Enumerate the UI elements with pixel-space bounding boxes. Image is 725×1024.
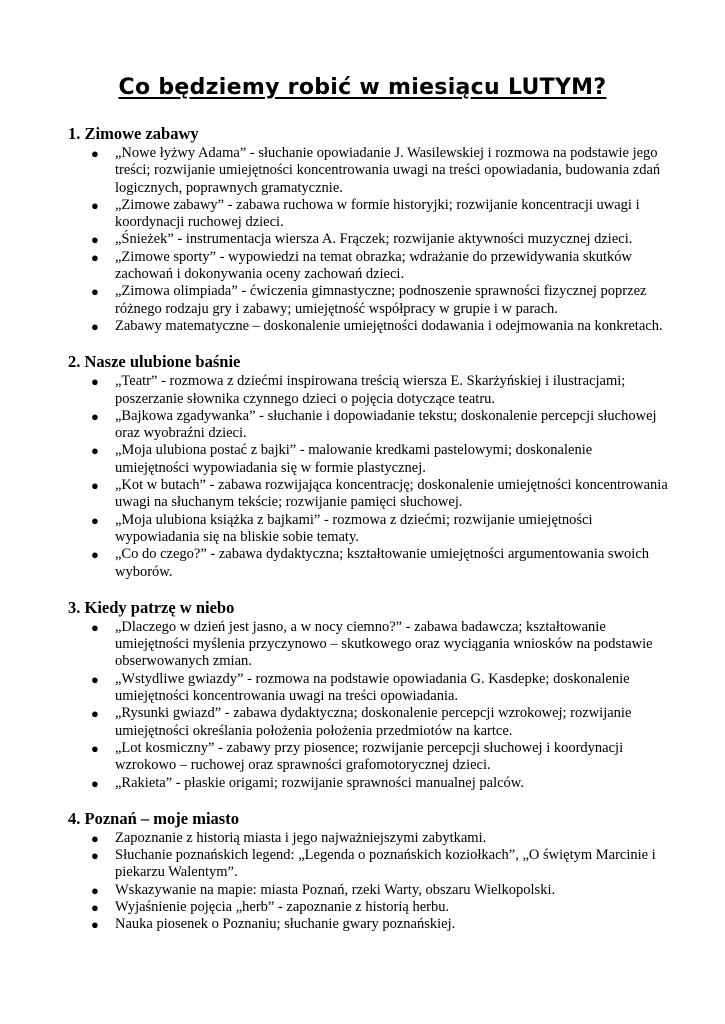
section-zimowe-zabawy — [68, 124, 668, 335]
list-item — [91, 829, 668, 847]
list-item — [91, 407, 668, 443]
list-item-text: „Wstydliwe gwiazdy” - rozmowa na podstawie opowiadania G. Kasdepke; doskonalenie umiejętności koncentrowania uwagi na treści opowiadania. — [115, 670, 630, 705]
list-item-text: „Dlaczego w dzień jest jasno, a w nocy ciemno?” - zabawa badawcza; kształtowanie umiejętności myślenia przyczynowo – skutkowego oraz wyciągania wniosków na podstawie obserwowanych zmian. — [115, 618, 653, 670]
list-item-text: „Zimowe zabawy” - zabawa ruchowa w formie historyjki; rozwijanie koncentracji uwagi i koordynacji ruchowej dzieci. — [115, 196, 640, 231]
list-item — [91, 373, 668, 408]
list-item — [91, 477, 668, 512]
list-item-text: „Rakieta” - płaskie origami; rozwijanie sprawności manualnej palców. — [115, 774, 524, 791]
list-item — [91, 317, 668, 335]
list-item — [91, 511, 668, 547]
list-item-text: „Rysunki gwiazd” - zabawa dydaktyczna; doskonalenie percepcji wzrokowej; rozwijanie umiejętności określania położenia położenia przedmiotów na kartce. — [115, 705, 632, 739]
bullet-list — [68, 830, 668, 934]
list-item — [91, 283, 668, 318]
bullet-icon: ● — [91, 197, 99, 213]
list-item-text: Zapoznanie z historią miasta i jego najważniejszymi zabytkami. — [115, 829, 487, 846]
bullet-list — [68, 373, 668, 581]
section-heading: 2. Nasze ulubione baśnie — [68, 352, 241, 372]
section-heading: 4. Poznań – moje miasto — [68, 808, 239, 828]
list-item — [91, 670, 668, 706]
bullet-icon: ● — [91, 706, 99, 722]
list-item-text: Wskazywanie na mapie: miasta Poznań, rzeki Warty, obszaru Wielkopolski. — [115, 881, 556, 898]
bullet-icon: ● — [91, 830, 99, 846]
bullet-icon: ● — [91, 374, 99, 390]
section-poznan-moje-miasto — [68, 809, 668, 934]
list-item-text: „Moja ulubiona postać z bajki” - malowanie kredkami pastelowymi; doskonalenie umiejętności wypowiadania się w formie plastycznej. — [115, 442, 593, 476]
document-content — [68, 124, 668, 951]
bullet-icon: ● — [91, 775, 99, 791]
bullet-icon: ● — [91, 848, 99, 864]
list-item — [91, 546, 668, 581]
list-item — [91, 847, 668, 882]
list-item — [91, 916, 668, 933]
bullet-icon: ● — [91, 899, 99, 915]
bullet-icon: ● — [91, 408, 99, 424]
bullet-icon: ● — [91, 249, 99, 265]
list-item-text: „Lot kosmiczny” - zabawy przy piosence; rozwijanie percepcji słuchowej i koordynacji wzrokowo – ruchowej oraz sprawności grafomotorycznej dzieci. — [115, 739, 624, 774]
list-item-text: Nauka piosenek o Poznaniu; słuchanie gwary poznańskiej. — [115, 916, 456, 933]
bullet-icon: ● — [91, 671, 99, 687]
list-item-text: „Kot w butach” - zabawa rozwijająca koncentrację; doskonalenie umiejętności koncentrowania uwagi na słuchanym tekście; rozwijanie pamięci słuchowej. — [115, 477, 668, 511]
section-nasze-ulubione-basnie — [68, 352, 668, 581]
bullet-icon: ● — [91, 547, 99, 563]
bullet-icon: ● — [91, 232, 99, 248]
list-item — [91, 442, 668, 477]
list-item — [91, 881, 668, 899]
list-item-text: Słuchanie poznańskich legend: „Legenda o poznańskich koziołkach”, „O świętym Marcinie i piekarzu Walentym”. — [115, 847, 656, 881]
page-title: Co będziemy robić w miesiącu LUTYM? — [118, 75, 607, 100]
list-item — [91, 196, 668, 232]
list-item — [91, 248, 668, 284]
list-item — [91, 145, 668, 197]
bullet-icon: ● — [91, 443, 99, 459]
section-heading: 1. Zimowe zabawy — [68, 124, 199, 143]
bullet-icon: ● — [91, 512, 99, 528]
list-item-text: „Teatr” - rozmowa z dziećmi inspirowana treścią wiersza E. Skarżyńskiej i ilustracjami; poszerzanie słownika czynnego dzieci o pojęcia dotyczące teatru. — [115, 373, 626, 407]
list-item-text: „Bajkowa zgadywanka” - słuchanie i dopowiadanie tekstu; doskonalenie percepcji słuchowej oraz wyobraźni dzieci. — [115, 407, 657, 442]
bullet-icon: ● — [91, 478, 99, 494]
bullet-icon: ● — [91, 284, 99, 300]
list-item — [91, 739, 668, 775]
list-item — [91, 705, 668, 740]
list-item — [91, 618, 668, 671]
list-item-text: Wyjaśnienie pojęcia „herb” - zapoznanie z historią herbu. — [115, 898, 450, 915]
bullet-icon: ● — [91, 619, 99, 635]
list-item-text: „Co do czego?” - zabawa dydaktyczna; kształtowanie umiejętności argumentowania swoich wyborów. — [115, 546, 650, 580]
list-item — [91, 231, 668, 248]
bullet-icon: ● — [91, 740, 99, 756]
list-item-text: „Zimowe sporty” - wypowiedzi na temat obrazka; wdrażanie do przewidywania skutków zachowań i dokonywania oceny zachowań dzieci. — [115, 248, 632, 283]
list-item — [91, 898, 668, 916]
section-kiedy-patrze-w-niebo — [68, 598, 668, 792]
bullet-list — [68, 619, 668, 792]
list-item-text: „Śnieżek” - instrumentacja wiersza A. Frączek; rozwijanie aktywności muzycznej dzieci. — [115, 231, 633, 248]
bullet-icon: ● — [91, 318, 99, 334]
list-item-text: Zabawy matematyczne – doskonalenie umiejętności dodawania i odejmowania na konkretach. — [115, 317, 663, 334]
bullet-icon: ● — [91, 882, 99, 898]
bullet-icon: ● — [91, 146, 99, 161]
section-heading: 3. Kiedy patrzę w niebo — [68, 597, 235, 617]
list-item-text: „Zimowa olimpiada” - ćwiczenia gimnastyczne; podnoszenie sprawności fizycznej poprzez różnego rodzaju gry i zabawy; umiejętność współpracy w grupie i w parach. — [115, 283, 647, 317]
bullet-list — [68, 145, 668, 335]
list-item — [91, 774, 668, 792]
bullet-icon: ● — [91, 917, 99, 933]
list-item-text: „Moja ulubiona książka z bajkami” - rozmowa z dziećmi; rozwijanie umiejętności wypowiadania się na bliskie sobie tematy. — [115, 511, 593, 545]
list-item-text: „Nowe łyżwy Adama” - słuchanie opowiadanie J. Wasilewskiej i rozmowa na podstawie jego treści; rozwijanie umiejętności koncentrowania uwagi na treści opowiadania, budowania zdań logicznych, poprawnych gramatycznie. — [115, 145, 661, 196]
